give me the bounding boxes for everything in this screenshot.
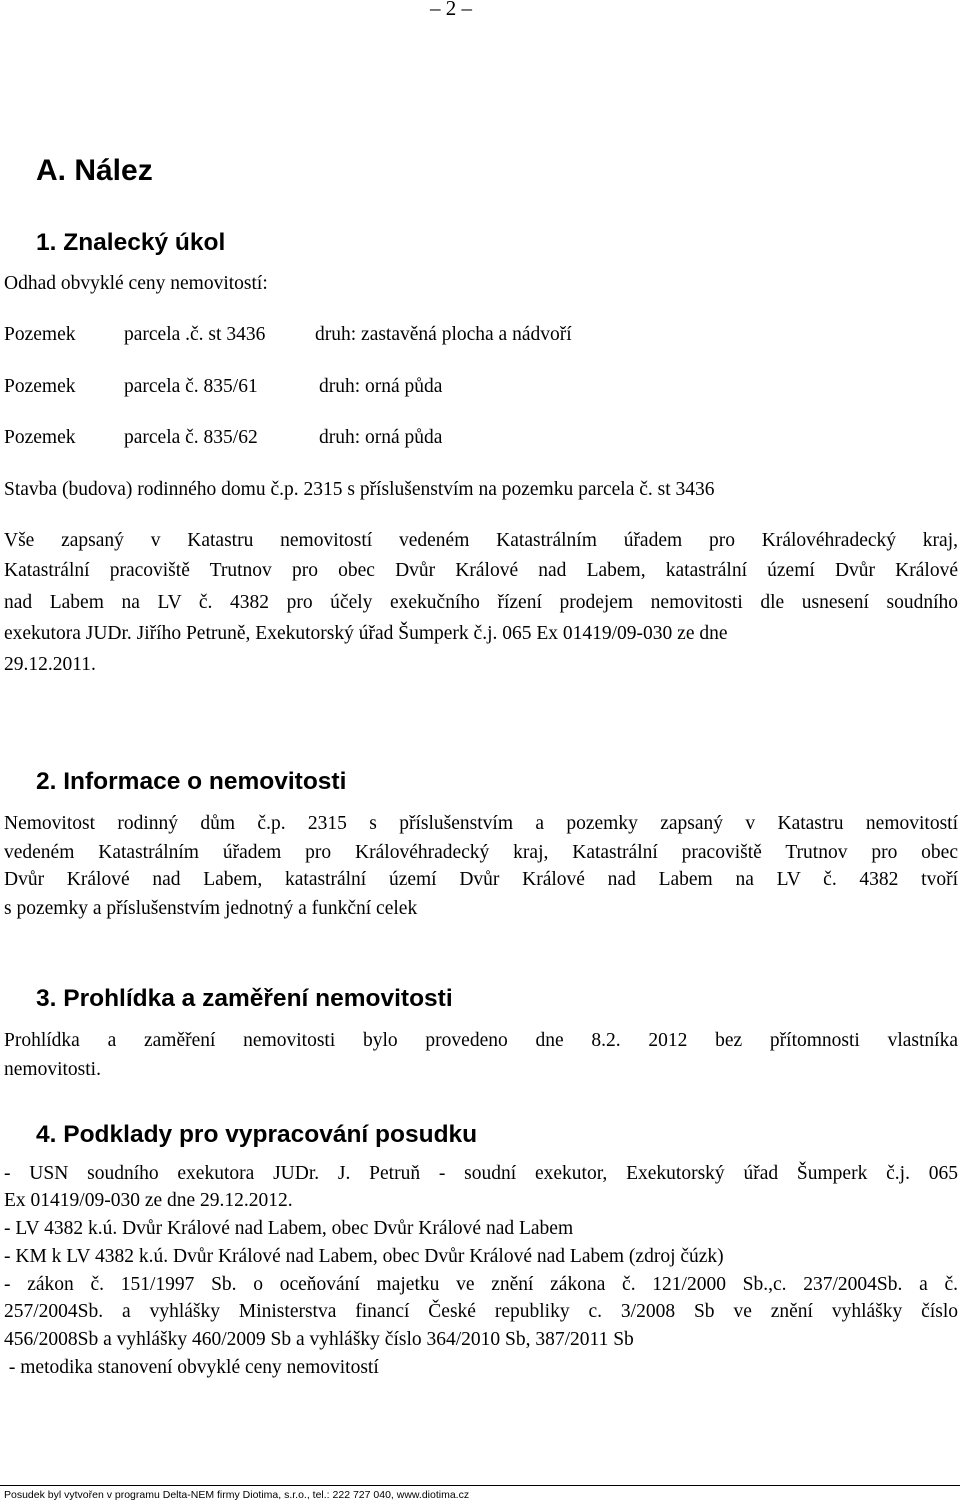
sources-line: - KM k LV 4382 k.ú. Dvůr Králové nad Labem, obec Dvůr Králové nad Labem (zdroj čúzk) [4, 1246, 724, 1267]
sources-line: Ex 01419/09-030 ze dne 29.12.2012. [4, 1190, 293, 1211]
footer-text: Posudek byl vytvořen v programu Delta-NEM firmy Diotima, s.r.o., tel.: 222 727 040, www.diotima.cz [4, 1489, 470, 1501]
paragraph-line: Prohlídka a zaměření nemovitosti bylo provedeno dne 8.2. 2012 bez přítomnosti vlastníka [4, 1030, 958, 1051]
paragraph-line: nemovitosti. [4, 1059, 101, 1080]
sources-line: - USN soudního exekutora JUDr. J. Petruň - soudní exekutor, Exekutorský úřad Šumperk č.j. 065 [4, 1163, 958, 1184]
sources-line: - metodika stanovení obvyklé ceny nemovitostí [4, 1357, 379, 1378]
page-number: – 2 – [430, 0, 472, 20]
section-a-title: A. Nález [36, 154, 153, 187]
paragraph-line: vedeném Katastrálním úřadem pro Královéhradecký kraj, Katastrální pracoviště Trutnov pro obec [4, 842, 958, 863]
footer-divider [0, 1485, 960, 1486]
section-1-title: 1. Znalecký úkol [36, 229, 226, 256]
sources-line: - LV 4382 k.ú. Dvůr Králové nad Labem, obec Dvůr Králové nad Labem [4, 1218, 574, 1239]
property-parcel: parcela .č. st 3436 [124, 324, 266, 345]
paragraph-line: Nemovitost rodinný dům č.p. 2315 s příslušenstvím a pozemky zapsaný v Katastru nemovitostí [4, 813, 958, 834]
paragraph-line: Vše zapsaný v Katastru nemovitostí vedeném Katastrálním úřadem pro Královéhradecký kraj, [4, 530, 958, 551]
paragraph-line: 29.12.2011. [4, 654, 96, 675]
property-label: Pozemek [4, 376, 76, 397]
property-parcel: parcela č. 835/62 [124, 427, 258, 448]
property-desc: druh: orná půda [319, 376, 443, 397]
property-desc: druh: zastavěná plocha a nádvoří [315, 324, 572, 345]
section-2-title: 2. Informace o nemovitosti [36, 768, 347, 795]
property-desc: druh: orná půda [319, 427, 443, 448]
building-line: Stavba (budova) rodinného domu č.p. 2315 s příslušenstvím na pozemku parcela č. st 3436 [4, 479, 715, 500]
sources-line: - zákon č. 151/1997 Sb. o oceňování majetku ve znění zákona č. 121/2000 Sb.,c. 237/2004Sb. a č. [4, 1274, 958, 1295]
paragraph-line: Katastrální pracoviště Trutnov pro obec Dvůr Králové nad Labem, katastrální území Dvůr Králové [4, 560, 958, 581]
sources-line: 456/2008Sb a vyhlášky 460/2009 Sb a vyhlášky číslo 364/2010 Sb, 387/2011 Sb [4, 1329, 634, 1350]
property-label: Pozemek [4, 324, 76, 345]
sources-line: 257/2004Sb. a vyhlášky Ministerstva financí České republiky c. 3/2008 Sb ve znění vyhlášky číslo [4, 1301, 958, 1322]
paragraph-line: Dvůr Králové nad Labem, katastrální území Dvůr Králové nad Labem na LV č. 4382 tvoří [4, 869, 958, 890]
paragraph-line: nad Labem na LV č. 4382 pro účely exekučního řízení prodejem nemovitosti dle usnesení soudního [4, 592, 958, 613]
paragraph-line: s pozemky a příslušenstvím jednotný a funkční celek [4, 898, 418, 919]
section-1-intro: Odhad obvyklé ceny nemovitostí: [4, 273, 268, 294]
section-3-title: 3. Prohlídka a zaměření nemovitosti [36, 985, 453, 1012]
paragraph-line: exekutora JUDr. Jiřího Petruně, Exekutorský úřad Šumperk č.j. 065 Ex 01419/09-030 ze dne [4, 623, 728, 644]
property-label: Pozemek [4, 427, 76, 448]
property-parcel: parcela č. 835/61 [124, 376, 258, 397]
section-4-title: 4. Podklady pro vypracování posudku [36, 1121, 478, 1148]
